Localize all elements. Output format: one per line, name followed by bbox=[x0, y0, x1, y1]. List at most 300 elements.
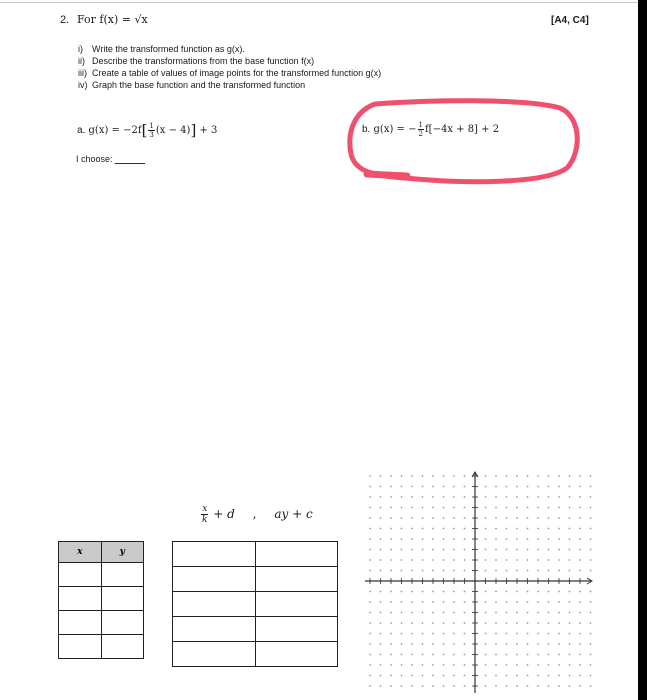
grid-dot bbox=[558, 486, 560, 488]
grid-dot bbox=[453, 664, 455, 666]
grid-dot bbox=[516, 559, 518, 561]
grid-dot bbox=[443, 507, 445, 509]
grid-dot bbox=[590, 475, 592, 477]
grid-dot bbox=[411, 643, 413, 645]
grid-dot bbox=[390, 549, 392, 551]
grid-dot bbox=[558, 685, 560, 687]
grid-dot bbox=[485, 643, 487, 645]
grid-dot bbox=[401, 570, 403, 572]
grid-dot bbox=[390, 633, 392, 635]
grid-dot bbox=[380, 559, 382, 561]
grid-dot bbox=[558, 612, 560, 614]
grid-dot bbox=[390, 612, 392, 614]
table-header-row bbox=[59, 542, 144, 563]
top-rule bbox=[0, 2, 638, 3]
grid-dot bbox=[527, 643, 529, 645]
grid-dot bbox=[369, 664, 371, 666]
grid-dot bbox=[516, 528, 518, 530]
grid-dot bbox=[411, 570, 413, 572]
grid-dot bbox=[569, 685, 571, 687]
grid-dot bbox=[422, 685, 424, 687]
grid-dot bbox=[453, 486, 455, 488]
grid-dot bbox=[432, 612, 434, 614]
grid-dot bbox=[558, 601, 560, 603]
grid-dot bbox=[579, 570, 581, 572]
grid-dot bbox=[369, 675, 371, 677]
grid-dot bbox=[569, 538, 571, 540]
grid-dot bbox=[527, 633, 529, 635]
grid-dot bbox=[548, 475, 550, 477]
grid-dot bbox=[390, 507, 392, 509]
table-row bbox=[173, 642, 338, 667]
grid-dot bbox=[432, 664, 434, 666]
grid-dot bbox=[495, 601, 497, 603]
grid-dot bbox=[506, 654, 508, 656]
grid-dot bbox=[464, 643, 466, 645]
grid-dot bbox=[369, 559, 371, 561]
grid-dot bbox=[411, 528, 413, 530]
grid-dot bbox=[453, 591, 455, 593]
grid-dot bbox=[443, 612, 445, 614]
grid-dot bbox=[537, 559, 539, 561]
grid-dot bbox=[569, 475, 571, 477]
grid-dot bbox=[506, 664, 508, 666]
grid-dot bbox=[558, 633, 560, 635]
grid-dot bbox=[558, 559, 560, 561]
grid-dot bbox=[548, 675, 550, 677]
grid-dot bbox=[548, 633, 550, 635]
grid-dot bbox=[495, 591, 497, 593]
grid-dot bbox=[590, 496, 592, 498]
grid-dot bbox=[590, 559, 592, 561]
grid-dot bbox=[369, 475, 371, 477]
achievement-code: [A4, C4] bbox=[551, 15, 589, 26]
grid-dot bbox=[432, 507, 434, 509]
grid-dot bbox=[485, 496, 487, 498]
grid-dot bbox=[432, 685, 434, 687]
grid-dot bbox=[590, 538, 592, 540]
grid-dot bbox=[506, 675, 508, 677]
grid-dot bbox=[506, 633, 508, 635]
grid-dot bbox=[422, 538, 424, 540]
table-row bbox=[173, 617, 338, 642]
grid-dot bbox=[411, 517, 413, 519]
grid-dot bbox=[369, 528, 371, 530]
grid-dot bbox=[485, 475, 487, 477]
grid-dot bbox=[369, 507, 371, 509]
grid-dot bbox=[380, 486, 382, 488]
grid-dot bbox=[527, 664, 529, 666]
grid-dot bbox=[579, 538, 581, 540]
grid-dot bbox=[432, 549, 434, 551]
grid-dot bbox=[401, 591, 403, 593]
grid-dot bbox=[380, 570, 382, 572]
grid-dot bbox=[527, 559, 529, 561]
grid-dot bbox=[422, 675, 424, 677]
grid-dot bbox=[464, 549, 466, 551]
grid-dot bbox=[443, 486, 445, 488]
grid-dot bbox=[369, 685, 371, 687]
grid-dot bbox=[537, 496, 539, 498]
grid-dot bbox=[464, 507, 466, 509]
table-row bbox=[59, 611, 144, 635]
grid-dot bbox=[537, 570, 539, 572]
grid-dot bbox=[443, 517, 445, 519]
grid-dot bbox=[390, 528, 392, 530]
grid-dot bbox=[485, 612, 487, 614]
grid-dot bbox=[422, 591, 424, 593]
grid-dot bbox=[380, 517, 382, 519]
grid-dot bbox=[548, 591, 550, 593]
grid-dot bbox=[390, 601, 392, 603]
grid-dot bbox=[558, 591, 560, 593]
grid-dot bbox=[569, 528, 571, 530]
task-4: iv) Graph the base function and the transformed function bbox=[78, 80, 306, 90]
grid-dot bbox=[411, 685, 413, 687]
grid-dot bbox=[453, 528, 455, 530]
grid-dot bbox=[527, 591, 529, 593]
grid-dot bbox=[401, 601, 403, 603]
grid-dot bbox=[390, 622, 392, 624]
part-a-label: a. bbox=[77, 125, 86, 136]
grid-dot bbox=[401, 664, 403, 666]
grid-dot bbox=[464, 559, 466, 561]
grid-dot bbox=[548, 612, 550, 614]
grid-dot bbox=[537, 517, 539, 519]
grid-dot bbox=[527, 486, 529, 488]
grid-dot bbox=[380, 549, 382, 551]
grid-dot bbox=[390, 517, 392, 519]
grid-dot bbox=[453, 570, 455, 572]
part-a-equation: a. g(x) = −2f[ $\frac{1}{3}$ (x − 4)] + 3 bbox=[77, 121, 218, 139]
grid-dot bbox=[548, 601, 550, 603]
grid-dot bbox=[380, 654, 382, 656]
grid-dot bbox=[527, 538, 529, 540]
grid-dot bbox=[590, 654, 592, 656]
grid-dot bbox=[464, 654, 466, 656]
grid-dot bbox=[495, 486, 497, 488]
grid-dot bbox=[527, 612, 529, 614]
grid-dot bbox=[390, 475, 392, 477]
grid-dot bbox=[569, 570, 571, 572]
grid-dot bbox=[558, 654, 560, 656]
grid-dot bbox=[569, 633, 571, 635]
grid-dot bbox=[422, 507, 424, 509]
grid-dot bbox=[485, 538, 487, 540]
grid-dot bbox=[569, 675, 571, 677]
grid-dot bbox=[453, 654, 455, 656]
grid-dot bbox=[579, 633, 581, 635]
grid-dot bbox=[443, 601, 445, 603]
grid-dot bbox=[422, 654, 424, 656]
grid-dot bbox=[558, 549, 560, 551]
grid-dot bbox=[464, 675, 466, 677]
grid-dot bbox=[506, 570, 508, 572]
grid-dot bbox=[590, 685, 592, 687]
grid-dot bbox=[411, 507, 413, 509]
task-3: iii) Create a table of values of image points for the transformed function g(x) bbox=[78, 68, 382, 78]
grid-dot bbox=[579, 601, 581, 603]
grid-dot bbox=[516, 591, 518, 593]
grid-dot bbox=[548, 654, 550, 656]
part-b-label: b. bbox=[362, 124, 371, 135]
mapping-formula: $\frac{x}{k}$ + d , ay + c bbox=[202, 504, 313, 525]
header-y: y bbox=[101, 542, 144, 563]
task-1: i) Write the transformed function as g(x). bbox=[78, 44, 245, 54]
grid-dot bbox=[432, 622, 434, 624]
grid-dot bbox=[516, 601, 518, 603]
grid-dot bbox=[464, 570, 466, 572]
grid-dot bbox=[506, 643, 508, 645]
grid-dot bbox=[590, 675, 592, 677]
grid-dot bbox=[569, 549, 571, 551]
grid-dot bbox=[422, 643, 424, 645]
grid-dot bbox=[453, 507, 455, 509]
grid-dot bbox=[380, 633, 382, 635]
grid-dot bbox=[579, 654, 581, 656]
grid-dot bbox=[495, 654, 497, 656]
grid-dot bbox=[369, 643, 371, 645]
grid-dot bbox=[548, 559, 550, 561]
grid-dot bbox=[380, 612, 382, 614]
grid-dot bbox=[516, 549, 518, 551]
grid-dot bbox=[569, 559, 571, 561]
table-row bbox=[59, 635, 144, 659]
grid-dot bbox=[485, 675, 487, 677]
grid-dot bbox=[579, 549, 581, 551]
grid-dot bbox=[401, 643, 403, 645]
grid-dot bbox=[443, 496, 445, 498]
grid-dot bbox=[422, 664, 424, 666]
grid-dot bbox=[548, 643, 550, 645]
grid-dot bbox=[495, 538, 497, 540]
grid-dot bbox=[453, 601, 455, 603]
grid-dot bbox=[443, 549, 445, 551]
grid-dot bbox=[485, 517, 487, 519]
grid-dot bbox=[495, 475, 497, 477]
grid-dot bbox=[485, 559, 487, 561]
grid-dot bbox=[369, 570, 371, 572]
table-row bbox=[173, 542, 338, 567]
grid-dot bbox=[506, 517, 508, 519]
grid-dot bbox=[579, 507, 581, 509]
grid-dot bbox=[432, 570, 434, 572]
grid-dot bbox=[453, 612, 455, 614]
grid-dot bbox=[495, 664, 497, 666]
grid-dot bbox=[401, 486, 403, 488]
grid-dot bbox=[590, 622, 592, 624]
coordinate-grid[interactable] bbox=[365, 468, 595, 693]
grid-dot bbox=[464, 601, 466, 603]
grid-dot bbox=[558, 622, 560, 624]
grid-dot bbox=[516, 570, 518, 572]
grid-dot bbox=[453, 633, 455, 635]
grid-dot bbox=[443, 675, 445, 677]
grid-dot bbox=[453, 685, 455, 687]
grid-dot bbox=[390, 643, 392, 645]
grid-dot bbox=[569, 622, 571, 624]
grid-dot bbox=[590, 591, 592, 593]
grid-dot bbox=[516, 633, 518, 635]
grid-dot bbox=[464, 591, 466, 593]
grid-dot bbox=[369, 654, 371, 656]
grid-dot bbox=[422, 486, 424, 488]
grid-dot bbox=[537, 486, 539, 488]
question-function: For f(x) = √x bbox=[77, 13, 148, 26]
grid-dot bbox=[579, 643, 581, 645]
grid-dot bbox=[516, 507, 518, 509]
grid-dot bbox=[401, 475, 403, 477]
grid-dot bbox=[390, 685, 392, 687]
grid-dot bbox=[537, 549, 539, 551]
grid-dot bbox=[537, 507, 539, 509]
grid-dot bbox=[537, 643, 539, 645]
choose-blank[interactable] bbox=[115, 163, 145, 164]
grid-dot bbox=[590, 517, 592, 519]
grid-dot bbox=[422, 612, 424, 614]
grid-dot bbox=[401, 528, 403, 530]
grid-dot bbox=[569, 507, 571, 509]
grid-dot bbox=[516, 475, 518, 477]
grid-dot bbox=[390, 486, 392, 488]
grid-dot bbox=[369, 486, 371, 488]
grid-dot bbox=[485, 507, 487, 509]
grid-dot bbox=[485, 528, 487, 530]
grid-dot bbox=[411, 475, 413, 477]
grid-dot bbox=[516, 675, 518, 677]
grid-dot bbox=[558, 538, 560, 540]
grid-dot bbox=[380, 538, 382, 540]
grid-dot bbox=[537, 654, 539, 656]
grid-dot bbox=[453, 559, 455, 561]
table-row bbox=[173, 592, 338, 617]
grid-dot bbox=[380, 591, 382, 593]
grid-dot bbox=[390, 496, 392, 498]
grid-dot bbox=[569, 664, 571, 666]
grid-dot bbox=[401, 612, 403, 614]
grid-dot bbox=[464, 612, 466, 614]
grid-dot bbox=[411, 538, 413, 540]
grid-dot bbox=[464, 664, 466, 666]
grid-dot bbox=[453, 475, 455, 477]
grid-dot bbox=[579, 528, 581, 530]
grid-dot bbox=[495, 643, 497, 645]
grid-dot bbox=[548, 664, 550, 666]
grid-dot bbox=[369, 591, 371, 593]
grid-dot bbox=[390, 538, 392, 540]
grid-dot bbox=[401, 675, 403, 677]
grid-dot bbox=[485, 570, 487, 572]
grid-dot bbox=[485, 601, 487, 603]
grid-dot bbox=[506, 612, 508, 614]
grid-dot bbox=[485, 622, 487, 624]
grid-dot bbox=[527, 654, 529, 656]
grid-dot bbox=[495, 496, 497, 498]
grid-dot bbox=[411, 675, 413, 677]
grid-dot bbox=[485, 549, 487, 551]
grid-dot bbox=[548, 538, 550, 540]
grid-dot bbox=[516, 496, 518, 498]
grid-dot bbox=[537, 685, 539, 687]
grid-dot bbox=[516, 622, 518, 624]
grid-dot bbox=[516, 643, 518, 645]
header-x: x bbox=[59, 542, 102, 563]
grid-dot bbox=[432, 591, 434, 593]
grid-dot bbox=[432, 559, 434, 561]
grid-dot bbox=[380, 507, 382, 509]
grid-dot bbox=[401, 549, 403, 551]
grid-dot bbox=[527, 517, 529, 519]
grid-dot bbox=[579, 664, 581, 666]
grid-dot bbox=[380, 675, 382, 677]
grid-dot bbox=[516, 612, 518, 614]
grid-dot bbox=[527, 549, 529, 551]
grid-dot bbox=[411, 549, 413, 551]
grid-dot bbox=[558, 643, 560, 645]
grid-dot bbox=[590, 507, 592, 509]
grid-dot bbox=[443, 559, 445, 561]
grid-dot bbox=[548, 507, 550, 509]
grid-dot bbox=[485, 654, 487, 656]
grid-dot bbox=[422, 517, 424, 519]
grid-dot bbox=[537, 528, 539, 530]
grid-dot bbox=[380, 475, 382, 477]
grid-dot bbox=[464, 496, 466, 498]
grid-dot bbox=[422, 549, 424, 551]
grid-dot bbox=[537, 612, 539, 614]
grid-dot bbox=[516, 538, 518, 540]
grid-dot bbox=[380, 622, 382, 624]
grid-dot bbox=[401, 517, 403, 519]
grid-dot bbox=[569, 612, 571, 614]
grid-dot bbox=[464, 685, 466, 687]
grid-dot bbox=[506, 622, 508, 624]
grid-dot bbox=[569, 591, 571, 593]
grid-dot bbox=[495, 517, 497, 519]
grid-dot bbox=[422, 528, 424, 530]
grid-dot bbox=[464, 486, 466, 488]
grid-dot bbox=[380, 528, 382, 530]
grid-dot bbox=[422, 570, 424, 572]
grid-dot bbox=[590, 664, 592, 666]
choose-line: I choose: bbox=[76, 154, 145, 164]
grid-dot bbox=[390, 664, 392, 666]
grid-dot bbox=[443, 654, 445, 656]
grid-dot bbox=[548, 486, 550, 488]
grid-dot bbox=[527, 528, 529, 530]
grid-dot bbox=[590, 601, 592, 603]
grid-dot bbox=[432, 633, 434, 635]
grid-dot bbox=[443, 528, 445, 530]
grid-dot bbox=[527, 675, 529, 677]
grid-dot bbox=[369, 517, 371, 519]
grid-dot bbox=[537, 664, 539, 666]
grid-dot bbox=[401, 496, 403, 498]
grid-dot bbox=[453, 622, 455, 624]
grid-dot bbox=[579, 675, 581, 677]
grid-dot bbox=[527, 622, 529, 624]
grid-dot bbox=[495, 507, 497, 509]
grid-dot bbox=[443, 591, 445, 593]
grid-dot bbox=[579, 559, 581, 561]
grid-dot bbox=[401, 538, 403, 540]
table-of-values-base bbox=[58, 541, 144, 659]
grid-dot bbox=[411, 664, 413, 666]
grid-dot bbox=[527, 685, 529, 687]
part-b-equation: b. g(x) = − $\frac{1}{2}$ f[−4x + 8] + 2 bbox=[362, 121, 500, 138]
grid-dot bbox=[464, 633, 466, 635]
grid-dot bbox=[401, 654, 403, 656]
